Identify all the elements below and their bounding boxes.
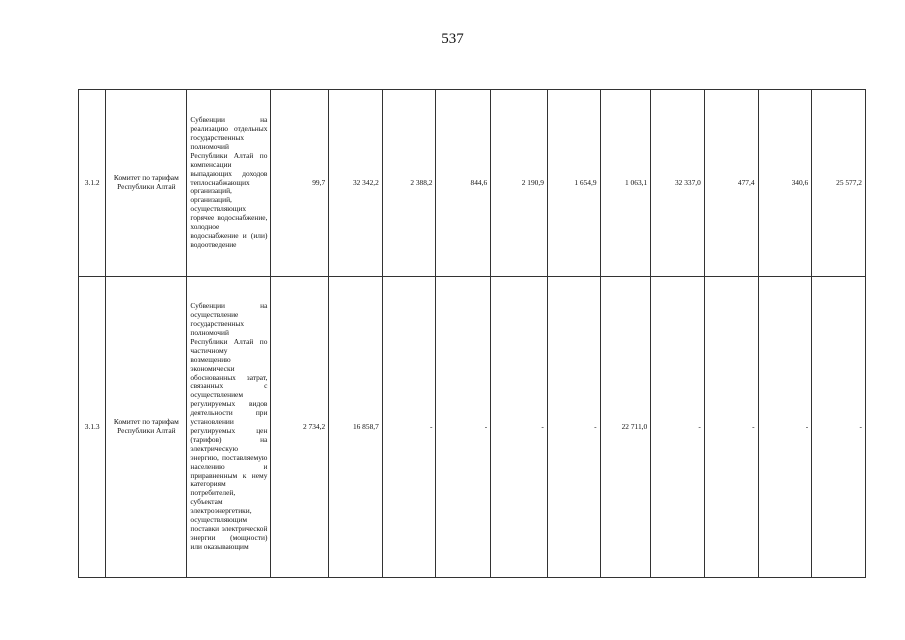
table-row bbox=[79, 90, 866, 277]
value-cell: - bbox=[812, 277, 866, 578]
value-cell: 1 654,9 bbox=[547, 90, 600, 277]
page-number: 537 bbox=[441, 31, 464, 47]
value-cell: 2 190,9 bbox=[491, 90, 548, 277]
value-cell: - bbox=[651, 277, 705, 578]
value-cell: 1 063,1 bbox=[600, 90, 651, 277]
value-cell: 844,6 bbox=[436, 90, 491, 277]
budget-table bbox=[78, 89, 866, 578]
row-code: 3.1.2 bbox=[79, 90, 106, 277]
value-cell: 2 388,2 bbox=[382, 90, 436, 277]
row-organization: Комитет по тарифам Республики Алтай bbox=[106, 277, 187, 578]
row-code: 3.1.3 bbox=[79, 277, 106, 578]
row-organization: Комитет по тарифам Республики Алтай bbox=[106, 90, 187, 277]
value-cell: 32 342,2 bbox=[329, 90, 383, 277]
value-cell: - bbox=[491, 277, 548, 578]
value-cell: 340,6 bbox=[758, 90, 812, 277]
value-cell: - bbox=[382, 277, 436, 578]
value-cell: 22 711,0 bbox=[600, 277, 651, 578]
value-cell: 25 577,2 bbox=[812, 90, 866, 277]
value-cell: 477,4 bbox=[704, 90, 758, 277]
table-row bbox=[79, 277, 866, 578]
value-cell: - bbox=[758, 277, 812, 578]
value-cell: 16 858,7 bbox=[329, 277, 383, 578]
row-description: Субвенции на осуществление государственных полномочий Республики Алтай по частичному возмещению экономически обоснованных затрат, связанных с осуществлением регулируемых видов деятельности при установлении регулируемых цен (тарифов) на электрическую энергию, поставляемую населению и приравненным к нему категориям потребителей, субъектам электроэнергетики, осуществляющим поставки электрической энергии (мощности) или оказывающим bbox=[187, 277, 271, 578]
value-cell: 99,7 bbox=[271, 90, 329, 277]
value-cell: - bbox=[547, 277, 600, 578]
row-description: Субвенции на реализацию отдельных государственных полномочий Республики Алтай по компенсации выпадающих доходов теплоснабжающих организаций, организаций, осуществляющих горячее водоснабжение, холодное водоснабжение и (или) водоотведение bbox=[187, 90, 271, 277]
value-cell: 2 734,2 bbox=[271, 277, 329, 578]
value-cell: - bbox=[704, 277, 758, 578]
value-cell: 32 337,0 bbox=[651, 90, 705, 277]
value-cell: - bbox=[436, 277, 491, 578]
